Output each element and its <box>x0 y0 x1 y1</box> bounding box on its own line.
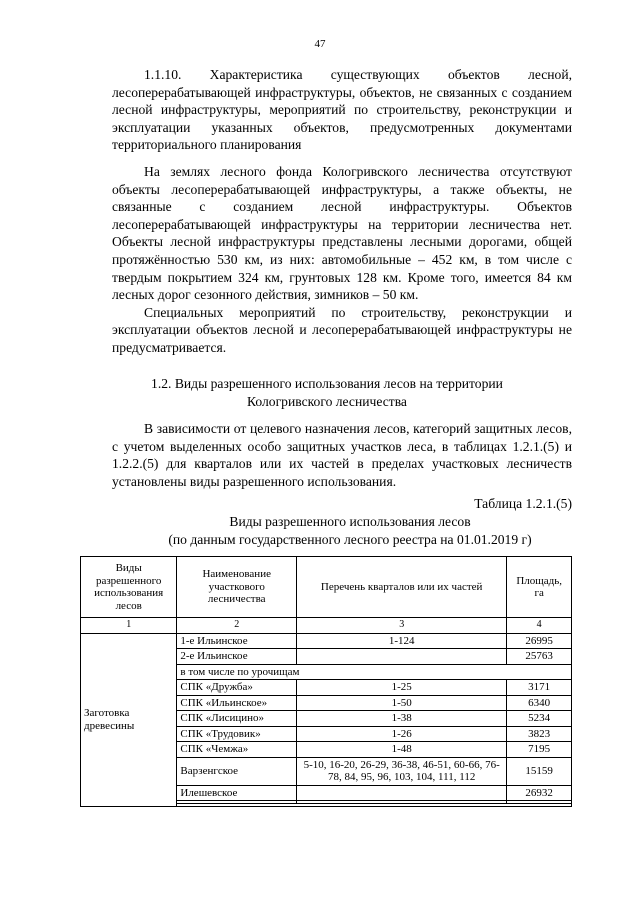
subsection-label <box>177 804 572 807</box>
quarters: 1-25 <box>297 680 507 696</box>
table-row <box>81 633 572 649</box>
area: 26995 <box>507 633 572 649</box>
area: 26932 <box>507 785 572 801</box>
section-title-line1: 1.2. Виды разрешенного использования лесов на территории <box>151 376 503 391</box>
paragraph-2: Специальных мероприятий по строительству, реконструкции и эксплуатации объектов лесной и лесоперерабатывающей инфраструктуры не предусматривается. <box>112 304 572 355</box>
table-caption-line1: Виды разрешенного использования лесов <box>229 514 471 529</box>
paragraph-infrastructure <box>112 163 572 357</box>
column-number: 3 <box>297 618 507 634</box>
paragraph-permitted-use <box>112 420 572 490</box>
table-caption-line2: (по данным государственного лесного реестра на 01.01.2019 г) <box>168 531 532 547</box>
area: 7195 <box>507 742 572 758</box>
header-forestry-name: Наименование участкового лесничества <box>177 557 297 618</box>
quarters: 1-38 <box>297 711 507 727</box>
forestry-name: 2-е Ильинское <box>177 649 297 665</box>
quarters <box>297 649 507 665</box>
forestry-name: СПК «Лисицино» <box>177 711 297 727</box>
area: 6340 <box>507 695 572 711</box>
forestry-name: Варзенгское <box>177 757 297 785</box>
use-type-cell: Заготовка древесины <box>81 633 177 807</box>
area: 3171 <box>507 680 572 696</box>
table-header-row <box>81 557 572 618</box>
column-number: 4 <box>507 618 572 634</box>
table-caption <box>70 513 630 548</box>
section-title-line2: Кологривского лесничества <box>247 394 407 409</box>
area: 5234 <box>507 711 572 727</box>
forestry-name: СПК «Трудовик» <box>177 726 297 742</box>
area: 25763 <box>507 649 572 665</box>
area: 3823 <box>507 726 572 742</box>
column-number: 1 <box>81 618 177 634</box>
forestry-name: Илешевское <box>177 785 297 801</box>
area: 15159 <box>507 757 572 785</box>
paragraph-1: На землях лесного фонда Кологривского лесничества отсутствуют объекты лесоперерабатывающей инфраструктуры, а также объекты, не связанные с созданием лесной инфраструктуры. Объектов лесоперерабатывающей инфраструктуры на территории лесничества нет. Объекты лесной инфраструктуры представлены лесными дорогами, общей протяжённостью 530 км, из них: автомобильные – 452 км, в том числе с твердым покрытием 324 км, грунтовых 128 км. Кроме того, имеется 84 км лесных дорог сезонного действия, зимников – 50 км. <box>112 164 572 303</box>
quarters: 1-48 <box>297 742 507 758</box>
table-column-numbers <box>81 618 572 634</box>
quarters: 5-10, 16-20, 26-29, 36-38, 46-51, 60-66, 76-78, 84, 95, 96, 103, 104, 111, 112 <box>297 757 507 785</box>
forestry-name: СПК «Ильинское» <box>177 695 297 711</box>
paragraph-3: В зависимости от целевого назначения лесов, категорий защитных лесов, с учетом выделенных особо защитных участков леса, в таблицах 1.2.1.(5) и 1.2.2.(5) для кварталов или их частей в пределах участковых лесничеств установлены виды разрешенного использования. <box>112 421 572 489</box>
quarters: 1-124 <box>297 633 507 649</box>
section-title <box>112 375 542 411</box>
permitted-use-table <box>80 556 572 807</box>
header-use-type: Виды разрешенного использования лесов <box>81 557 177 618</box>
forestry-name: СПК «Чемжа» <box>177 742 297 758</box>
column-number: 2 <box>177 618 297 634</box>
forestry-name: СПК «Дружба» <box>177 680 297 696</box>
subsection-label: в том числе по урочищам <box>177 664 572 680</box>
heading-text: 1.1.10. Характеристика существующих объектов лесной, лесоперерабатывающей инфраструктуры, объектов, не связанных с созданием лесной инфраструктуры, мероприятий по строительству, реконструкции и эксплуатации указанных объектов, предусмотренных документами территориального планирования <box>112 67 572 153</box>
header-quarters: Перечень кварталов или их частей <box>297 557 507 618</box>
heading-1-1-10 <box>112 66 572 154</box>
forestry-name: 1-е Ильинское <box>177 633 297 649</box>
page-number: 47 <box>314 38 326 50</box>
quarters: 1-50 <box>297 695 507 711</box>
quarters <box>297 785 507 801</box>
table-label: Таблица 1.2.1.(5) <box>474 496 572 511</box>
header-area: Площадь, га <box>507 557 572 618</box>
quarters: 1-26 <box>297 726 507 742</box>
